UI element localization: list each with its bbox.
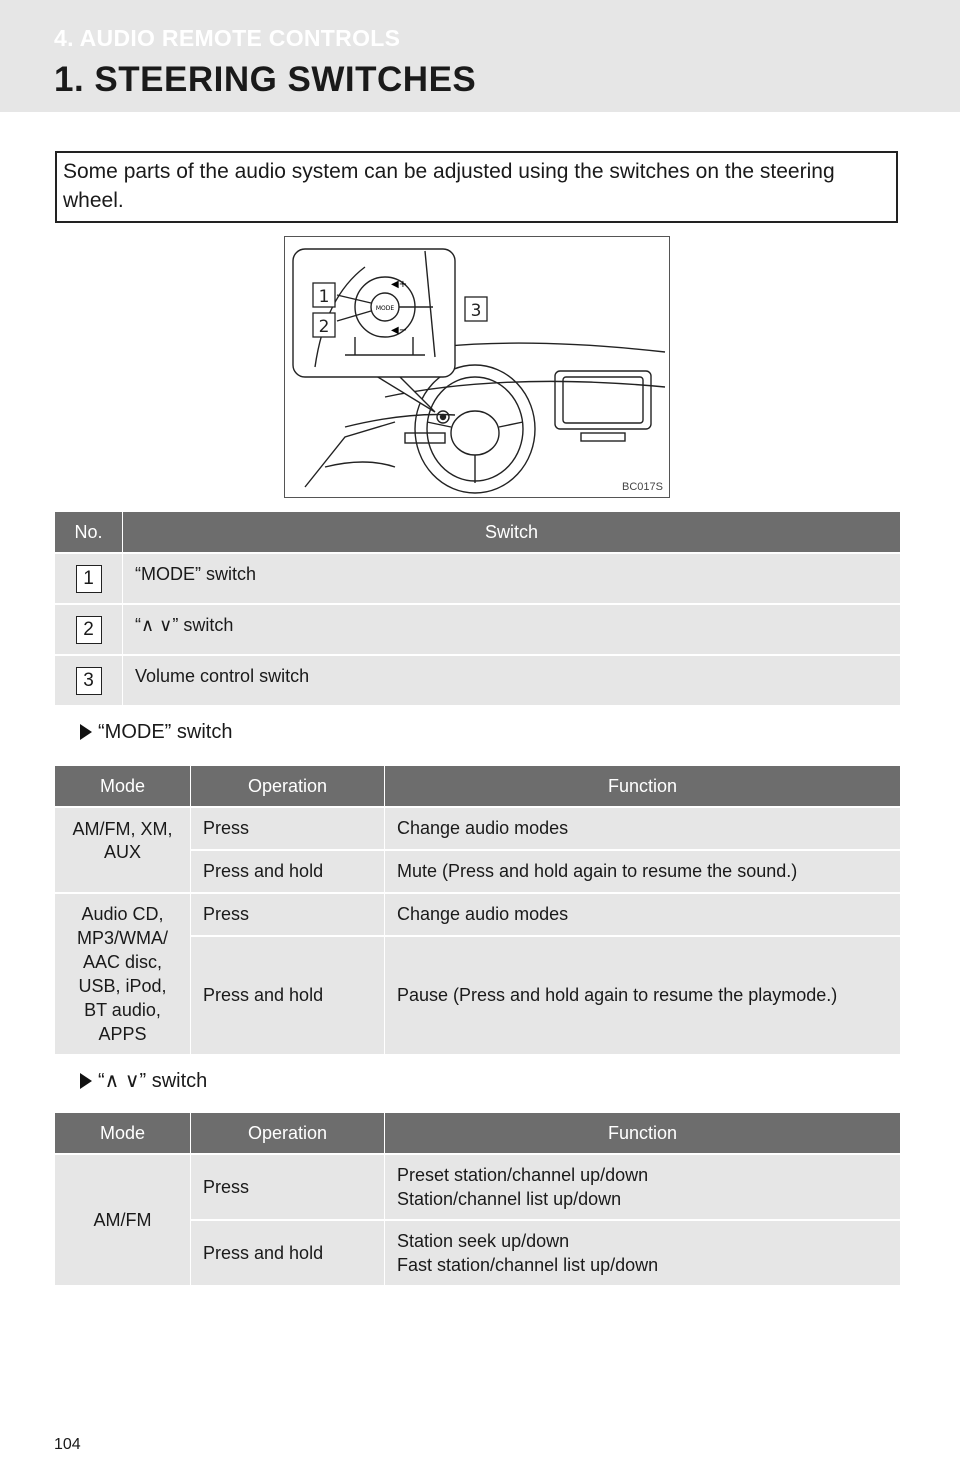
switch-table <box>55 512 900 705</box>
section-title: 4. AUDIO REMOTE CONTROLS <box>54 25 401 51</box>
callout-3: 3 <box>470 301 482 321</box>
function-cell <box>385 1219 900 1285</box>
column-header: Function <box>385 1113 900 1153</box>
table-row <box>55 552 900 603</box>
column-header: Switch <box>123 512 900 552</box>
function-cell: Change audio modes <box>385 892 900 935</box>
function-cell: Mute (Press and hold again to resume the sound.) <box>385 849 900 892</box>
mode-cell: Audio CD, MP3/WMA/ AAC disc, USB, iPod, BT audio, APPS <box>55 892 191 1054</box>
svg-text:◀+: ◀+ <box>391 279 408 290</box>
switch-name: Volume control switch <box>123 654 900 705</box>
function-cell: Change audio modes <box>385 806 900 849</box>
page-title: 1. STEERING SWITCHES <box>54 60 477 99</box>
page-number: 104 <box>54 1436 81 1453</box>
bullet-triangle-icon <box>80 724 92 740</box>
table-row <box>55 1153 900 1219</box>
operation-cell: Press and hold <box>191 849 385 892</box>
function-line: Fast station/channel list up/down <box>397 1255 659 1275</box>
mode-switch-table <box>55 766 900 1054</box>
updown-switch-heading <box>80 1068 207 1093</box>
operation-cell: Press <box>191 892 385 935</box>
switch-name: “MODE” switch <box>123 552 900 603</box>
column-header: Operation <box>191 1113 385 1153</box>
figure-code: BC017S <box>622 481 663 493</box>
table-row <box>55 654 900 705</box>
mode-switch-heading-text: “MODE” switch <box>98 721 233 743</box>
table-row <box>55 892 900 935</box>
callout-1: 1 <box>318 287 330 307</box>
function-line: Station seek up/down <box>397 1231 570 1251</box>
operation-cell: Press <box>191 1153 385 1219</box>
steering-wheel-figure <box>284 236 670 498</box>
intro-box: Some parts of the audio system can be adjusted using the switches on the steering wheel. <box>55 151 898 223</box>
operation-cell: Press and hold <box>191 1219 385 1285</box>
updown-switch-table <box>55 1113 900 1285</box>
mode-cell: AM/FM <box>55 1153 191 1285</box>
column-header: Operation <box>191 766 385 806</box>
operation-cell: Press <box>191 806 385 849</box>
number-badge: 2 <box>76 616 102 644</box>
updown-switch-heading-text: “∧ ∨” switch <box>98 1070 208 1092</box>
table-row <box>55 806 900 849</box>
number-badge: 1 <box>76 565 102 593</box>
mode-button-label: MODE <box>375 305 395 312</box>
column-header: No. <box>55 512 123 552</box>
callout-2: 2 <box>318 317 330 337</box>
bullet-triangle-icon <box>80 1073 92 1089</box>
mode-cell: AM/FM, XM, AUX <box>55 806 191 892</box>
switch-name: “∧ ∨” switch <box>123 603 900 654</box>
number-badge: 3 <box>76 667 102 695</box>
operation-cell: Press and hold <box>191 935 385 1054</box>
function-cell <box>385 1153 900 1219</box>
svg-text:◀−: ◀− <box>391 325 408 336</box>
column-header: Mode <box>55 766 191 806</box>
table-row <box>55 603 900 654</box>
function-cell: Pause (Press and hold again to resume the playmode.) <box>385 935 900 1054</box>
function-line: Station/channel list up/down <box>397 1189 622 1209</box>
column-header: Function <box>385 766 900 806</box>
function-line: Preset station/channel up/down <box>397 1165 649 1185</box>
steering-wheel-illustration <box>285 237 669 497</box>
column-header: Mode <box>55 1113 191 1153</box>
mode-switch-heading <box>80 721 232 744</box>
